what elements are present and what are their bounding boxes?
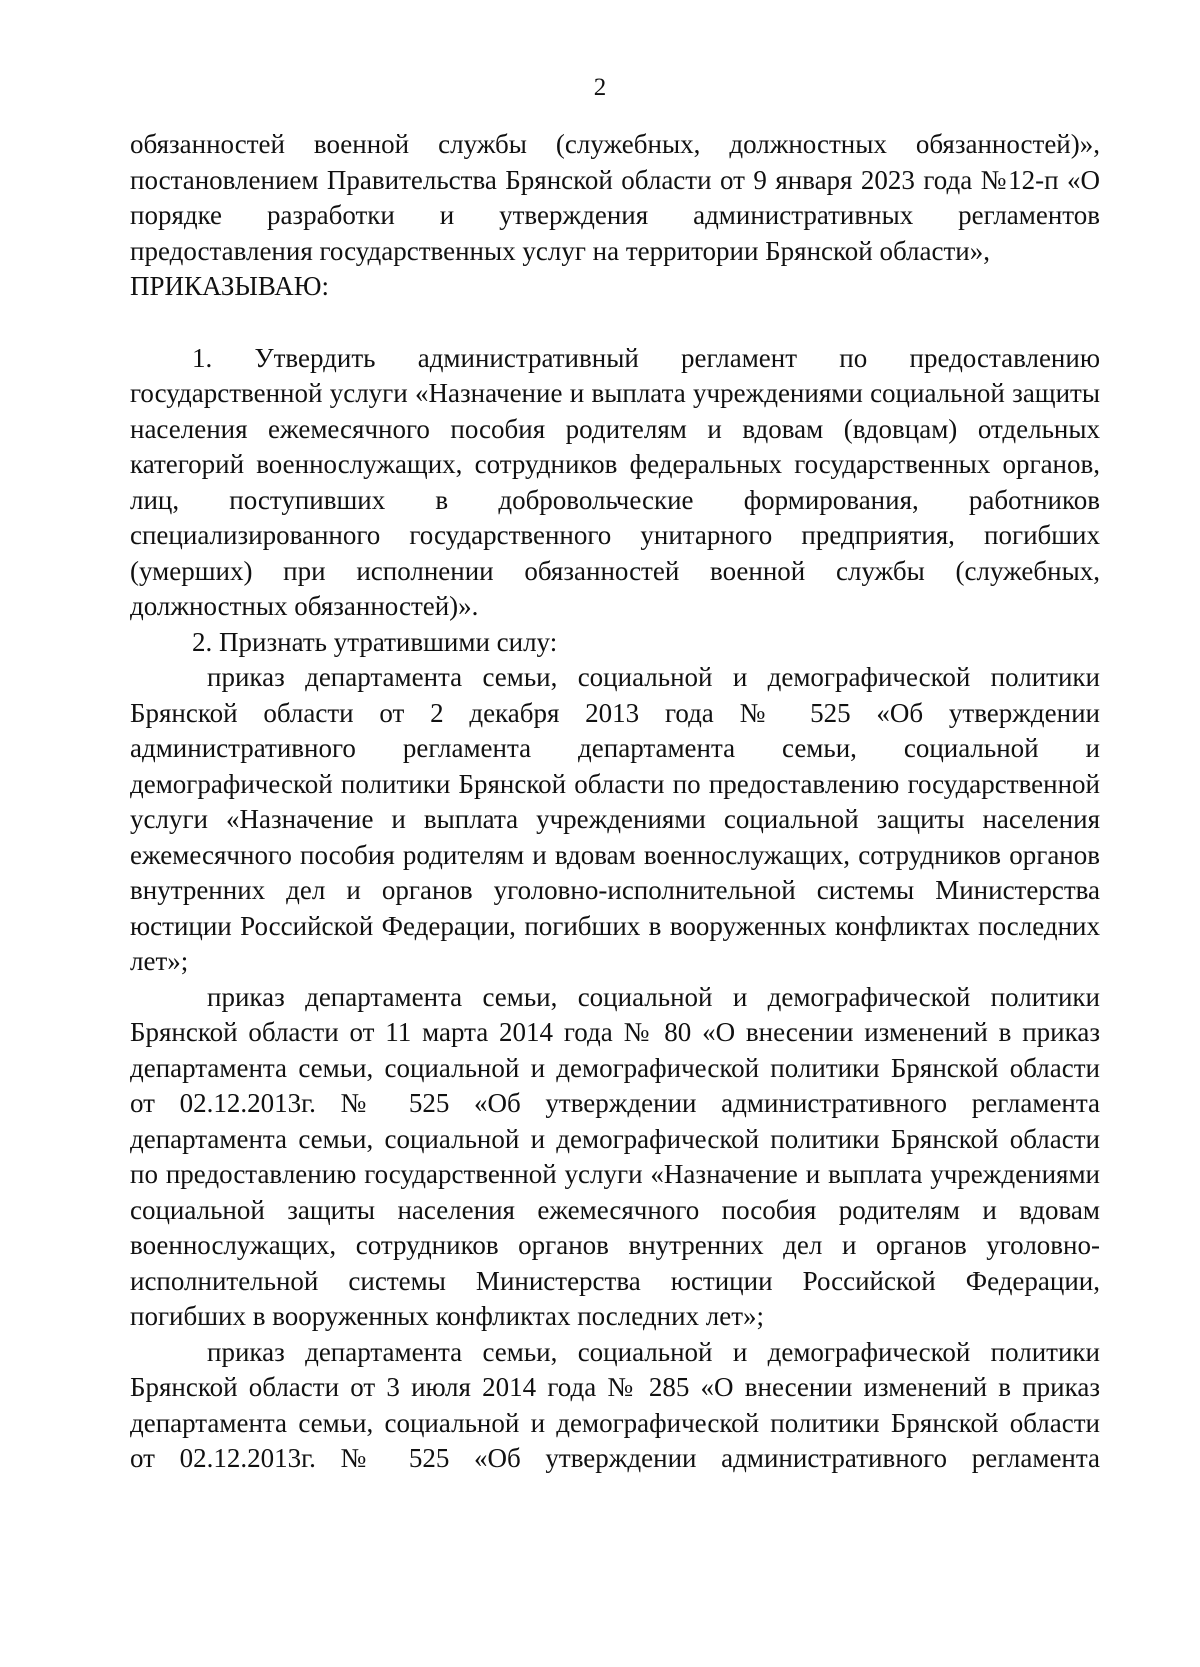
text-line: демографической политики Брянской области по предоставлению государственной [130, 768, 1100, 799]
text-line: юстиции Российской Федерации, погибших в вооруженных конфликтах последних [130, 910, 1100, 941]
text-line: департамента семьи, социальной и демографической политики Брянской области [130, 1123, 1100, 1154]
text-line: лиц, поступивших в добровольческие формирования, работников [130, 484, 1100, 515]
text-line: лет»; [130, 946, 189, 976]
text-line: военнослужащих, сотрудников органов внутренних дел и органов уголовно- [130, 1230, 1100, 1260]
page-number: 2 [593, 74, 607, 101]
text-line: департамента семьи, социальной и демографической политики Брянской области [130, 1052, 1100, 1083]
text-line: Брянской области от 2 декабря 2013 года № 525 «Об утверждении [130, 697, 1100, 728]
text-line: социальной защиты населения ежемесячного пособия родителям и вдовам [130, 1194, 1100, 1225]
text-line: погибших в вооруженных конфликтах последних лет»; [130, 1301, 765, 1331]
text-line: обязанностей военной службы (служебных, должностных обязанностей)», [130, 129, 1100, 159]
text-line: Брянской области от 3 июля 2014 года № 285 «О внесении изменений в приказ [130, 1372, 1100, 1402]
text-line: государственной услуги «Назначение и выплата учреждениями социальной защиты [130, 378, 1100, 408]
document-body [130, 127, 1100, 1477]
text-line: услуги «Назначение и выплата учреждениями социальной защиты населения [130, 804, 1100, 834]
text-line: (умерших) при исполнении обязанностей военной службы (служебных, [130, 555, 1100, 586]
text-line: исполнительной системы Министерства юстиции Российской Федерации, [130, 1265, 1100, 1296]
text-line: порядке разработки и утверждения административных регламентов [130, 200, 1100, 230]
text-line: категорий военнослужащих, сотрудников федеральных государственных органов, [130, 449, 1100, 479]
text-line: постановлением Правительства Брянской области от 9 января 2023 года №12-п «О [130, 164, 1100, 195]
text-line: административного регламента департамента семьи, социальной и [130, 733, 1100, 763]
text-line: должностных обязанностей)». [130, 591, 479, 621]
text-line: ежемесячного пособия родителям и вдовам военнослужащих, сотрудников органов [130, 839, 1100, 870]
text-line: приказ департамента семьи, социальной и демографической политики [207, 662, 1100, 692]
text-line: Брянской области от 11 марта 2014 года № 80 «О внесении изменений в приказ [130, 1017, 1100, 1047]
text-line: приказ департамента семьи, социальной и демографической политики [207, 981, 1100, 1012]
text-line: 1. Утвердить административный регламент по предоставлению [192, 342, 1100, 373]
text-line: от 02.12.2013г. № 525 «Об утверждении административного регламента [130, 1443, 1100, 1473]
text-line: по предоставлению государственной услуги «Назначение и выплата учреждениями [130, 1159, 1100, 1189]
text-line: специализированного государственного унитарного предприятия, погибших [130, 520, 1100, 550]
text-line: предоставления государственных услуг на территории Брянской области», [130, 235, 990, 266]
text-line: приказ департамента семьи, социальной и демографической политики [207, 1336, 1100, 1367]
text-line: внутренних дел и органов уголовно-исполнительной системы Министерства [130, 875, 1100, 905]
text-line: 2. Признать утратившими силу: [192, 626, 558, 657]
text-line: ПРИКАЗЫВАЮ: [130, 271, 329, 301]
text-line: населения ежемесячного пособия родителям и вдовам (вдовцам) отдельных [130, 413, 1100, 444]
paragraph-gap [130, 305, 1100, 341]
text-line: департамента семьи, социальной и демографической политики Брянской области [130, 1407, 1100, 1438]
text-line: от 02.12.2013г. № 525 «Об утверждении административного регламента [130, 1088, 1100, 1118]
